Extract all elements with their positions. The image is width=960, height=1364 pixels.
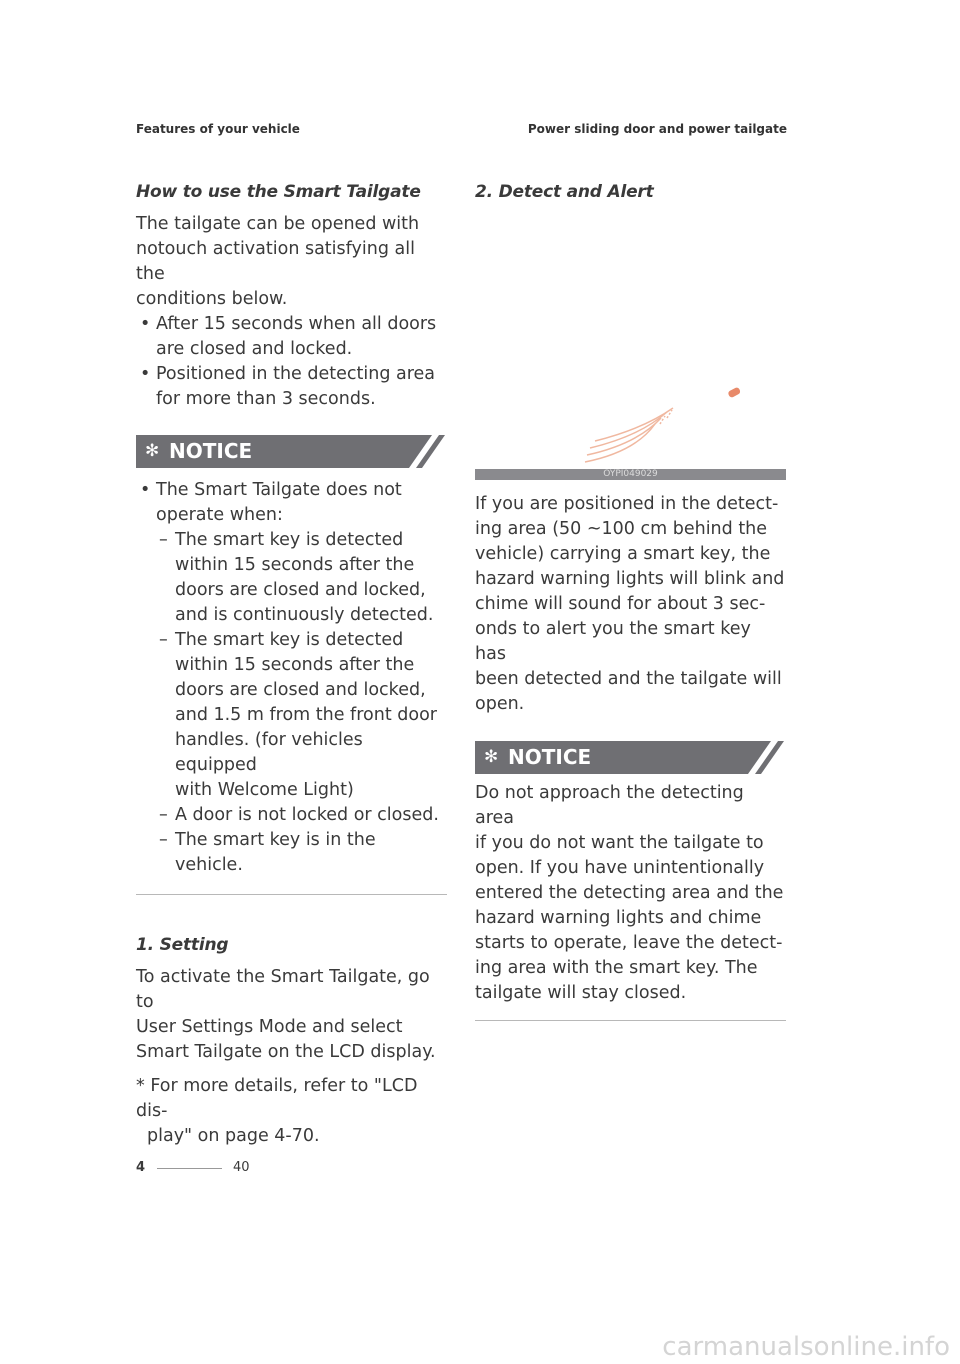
notice-banner xyxy=(475,741,786,774)
figure-caption: OYPI049029 xyxy=(475,469,786,480)
notice-end-rule xyxy=(475,1020,786,1021)
footnote: * For more details, refer to "LCD dis- play" on page 4-70. xyxy=(136,1076,418,1146)
asterisk-icon: ✻ xyxy=(145,441,160,461)
asterisk-icon: ✻ xyxy=(484,747,499,767)
left-column xyxy=(136,182,447,1149)
bullet-dot-icon: • xyxy=(140,314,151,334)
notice-subitem: – The smart key is detected within 15 seconds after the doors are closed and locked, and is continuously detected. xyxy=(159,530,434,625)
detect-paragraph: If you are positioned in the detect- ing area (50 ~100 cm behind the vehicle) carrying a smart key, the hazard warning lights will blink and chime will sound for about 3 sec- onds to alert you the smart key has been detected and the tailgate will open. xyxy=(475,494,785,714)
intro-paragraph: The tailgate can be opened with notouch activation satisfying all the conditions below. xyxy=(136,214,420,309)
header-chapter-title: Features of your vehicle xyxy=(136,122,300,136)
bullet-dot-icon: • xyxy=(140,364,151,384)
notice-banner xyxy=(136,435,447,468)
detect-alert-figure xyxy=(475,212,786,480)
smart-key-illustration xyxy=(475,212,786,480)
header-section-title: Power sliding door and power tailgate xyxy=(527,122,787,136)
detect-alert-heading: 2. Detect and Alert xyxy=(475,182,654,202)
smart-key-icon xyxy=(727,387,741,399)
notice-stripe-decoration xyxy=(387,435,447,468)
notice-subitem: – The smart key is in the vehicle. xyxy=(159,830,376,875)
notice-stripe-decoration xyxy=(726,741,786,774)
notice-paragraph: Do not approach the detecting area if you do not want the tailgate to open. If you have unintentionally entered the detecting area and the hazard warning lights and chime starts to operate, leave the detect- ing area with the smart key. The tailgate will stay closed. xyxy=(475,783,784,1003)
footer-section-number: 4 xyxy=(136,1160,146,1175)
notice-bullet: • The Smart Tailgate does not operate when: xyxy=(140,480,402,525)
condition-bullet: • After 15 seconds when all doors are closed and locked. xyxy=(140,314,437,359)
footer-page-number: 40 xyxy=(233,1160,250,1175)
smart-tailgate-heading: How to use the Smart Tailgate xyxy=(136,182,421,202)
notice-subitem: – The smart key is detected within 15 seconds after the doors are closed and locked, and 1.5 m from the front door handles. (for vehicles equipped with Welcome Light) xyxy=(159,630,437,800)
right-column xyxy=(475,182,786,1021)
setting-heading: 1. Setting xyxy=(136,935,229,955)
setting-paragraph: To activate the Smart Tailgate, go to User Settings Mode and select Smart Tailgate on the LCD display. xyxy=(136,967,436,1062)
signal-wave-icon xyxy=(585,408,673,462)
footer-divider xyxy=(157,1168,222,1169)
notice-subitem: – A door is not locked or closed. xyxy=(159,805,439,825)
notice-label: NOTICE xyxy=(508,745,592,769)
watermark: carmanualsonline.info xyxy=(662,1332,950,1362)
notice-label: NOTICE xyxy=(169,439,253,463)
bullet-dot-icon: • xyxy=(140,480,151,500)
condition-bullet: • Positioned in the detecting area for more than 3 seconds. xyxy=(140,364,436,409)
